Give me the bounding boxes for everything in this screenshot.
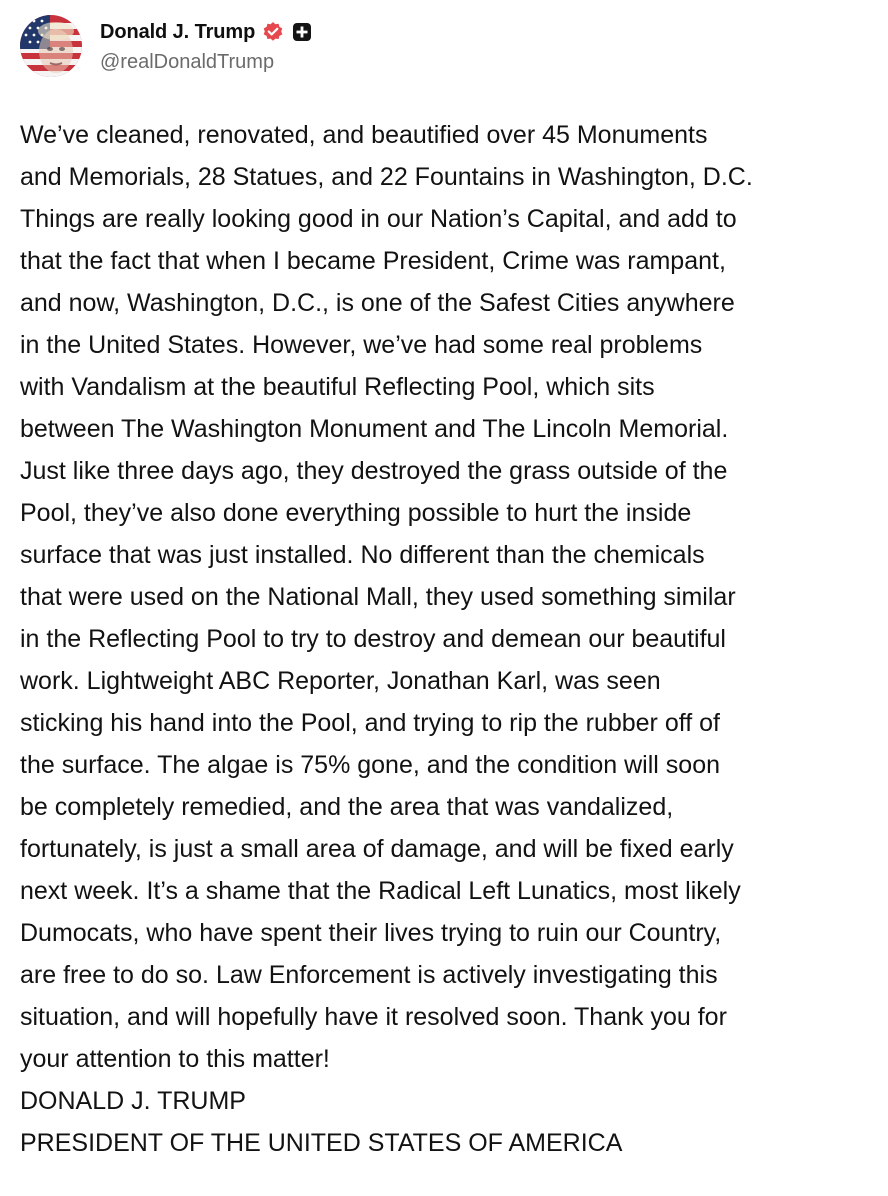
post-text-line: with Vandalism at the beautiful Reflecting Pool, which sits <box>20 373 655 401</box>
post-text-line: Things are really looking good in our Nation’s Capital, and add to <box>20 205 737 233</box>
post-text-line: Pool, they’ve also done everything possible to hurt the inside <box>20 499 692 527</box>
post-text-line: your attention to this matter! <box>20 1045 330 1073</box>
post-signature <box>20 1080 870 1164</box>
post-text-line: are free to do so. Law Enforcement is actively investigating this <box>20 961 718 989</box>
post-text-line: fortunately, is just a small area of damage, and will be fixed early <box>20 835 734 863</box>
post-text-line: that were used on the National Mall, they used something similar <box>20 583 736 611</box>
verified-badge-icon <box>262 21 284 43</box>
post-text-line: in the United States. However, we’ve had some real problems <box>20 331 703 359</box>
post-text <box>20 114 870 1080</box>
post-text-line: the surface. The algae is 75% gone, and the condition will soon <box>20 751 720 779</box>
name-row <box>100 18 312 46</box>
author-identity <box>100 18 312 74</box>
author-display-name[interactable]: Donald J. Trump <box>100 20 256 43</box>
post-header <box>20 14 312 78</box>
author-handle[interactable]: @realDonaldTrump <box>100 51 275 73</box>
plus-icon[interactable] <box>292 22 312 42</box>
post-text-line: Just like three days ago, they destroyed the grass outside of the <box>20 457 728 485</box>
post-text-line: be completely remedied, and the area that was vandalized, <box>20 793 674 821</box>
post-text-line: and now, Washington, D.C., is one of the Safest Cities anywhere <box>20 289 735 317</box>
avatar[interactable] <box>20 15 82 77</box>
post-text-line: in the Reflecting Pool to try to destroy and demean our beautiful <box>20 625 726 653</box>
flag-portrait-avatar-icon <box>20 15 82 77</box>
post-text-line: between The Washington Monument and The Lincoln Memorial. <box>20 415 729 443</box>
post-body <box>20 114 870 1164</box>
post-text-line: surface that was just installed. No different than the chemicals <box>20 541 705 569</box>
signature-title: PRESIDENT OF THE UNITED STATES OF AMERICA <box>20 1129 623 1157</box>
post-text-line: and Memorials, 28 Statues, and 22 Fountains in Washington, D.C. <box>20 163 753 191</box>
post-text-line: We’ve cleaned, renovated, and beautified over 45 Monuments <box>20 121 708 149</box>
post-text-line: situation, and will hopefully have it resolved soon. Thank you for <box>20 1003 727 1031</box>
signature-name: DONALD J. TRUMP <box>20 1087 246 1115</box>
post-text-line: sticking his hand into the Pool, and trying to rip the rubber off of <box>20 709 720 737</box>
post-text-line: Dumocats, who have spent their lives trying to ruin our Country, <box>20 919 722 947</box>
post-text-line: work. Lightweight ABC Reporter, Jonathan Karl, was seen <box>20 667 661 695</box>
post-text-line: next week. It’s a shame that the Radical Left Lunatics, most likely <box>20 877 741 905</box>
post-text-line: that the fact that when I became President, Crime was rampant, <box>20 247 726 275</box>
